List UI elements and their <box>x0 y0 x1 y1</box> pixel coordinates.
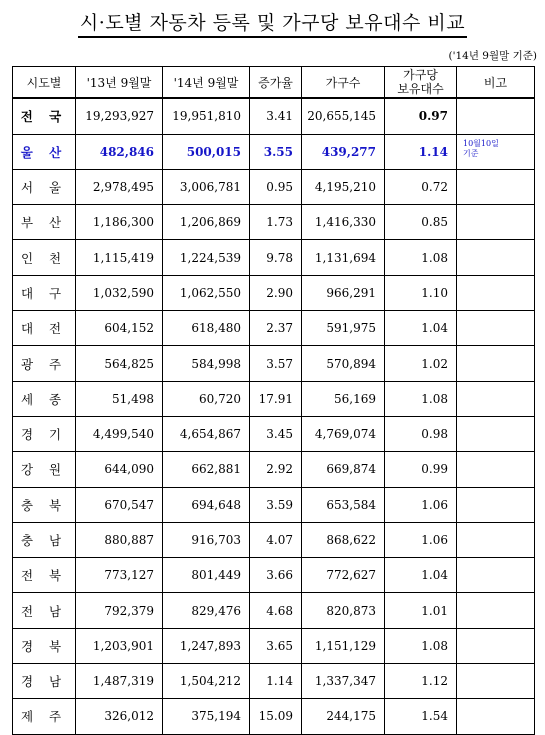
cell-vehicles-per-household: 1.54 <box>385 699 457 734</box>
cell-remarks <box>457 522 535 557</box>
vehicle-registration-table <box>12 66 535 735</box>
header-region: 시도별 <box>13 67 76 99</box>
cell-remarks <box>457 169 535 204</box>
cell-region: 전 국 <box>13 98 76 134</box>
cell-sep-2014: 916,703 <box>163 522 250 557</box>
table-row <box>13 522 535 557</box>
cell-remarks <box>457 487 535 522</box>
cell-sep-2014: 4,654,867 <box>163 416 250 451</box>
cell-sep-2014: 1,206,869 <box>163 205 250 240</box>
cell-growth-rate: 9.78 <box>250 240 302 275</box>
cell-vehicles-per-household: 1.10 <box>385 275 457 310</box>
cell-households: 669,874 <box>302 452 385 487</box>
cell-sep-2014: 662,881 <box>163 452 250 487</box>
cell-sep-2014: 829,476 <box>163 593 250 628</box>
cell-growth-rate: 3.57 <box>250 346 302 381</box>
header-row <box>13 67 535 99</box>
cell-households: 1,131,694 <box>302 240 385 275</box>
table-row <box>13 240 535 275</box>
cell-sep-2013: 670,547 <box>76 487 163 522</box>
cell-sep-2013: 51,498 <box>76 381 163 416</box>
cell-growth-rate: 3.55 <box>250 134 302 169</box>
cell-sep-2014: 1,062,550 <box>163 275 250 310</box>
table-row <box>13 346 535 381</box>
cell-sep-2014: 1,224,539 <box>163 240 250 275</box>
document-title <box>0 8 545 35</box>
table-row <box>13 452 535 487</box>
cell-households: 56,169 <box>302 381 385 416</box>
cell-growth-rate: 17.91 <box>250 381 302 416</box>
table-row <box>13 593 535 628</box>
cell-region: 경 기 <box>13 416 76 451</box>
cell-households: 1,151,129 <box>302 628 385 663</box>
cell-sep-2014: 584,998 <box>163 346 250 381</box>
header-remarks: 비고 <box>457 67 535 99</box>
cell-sep-2013: 19,293,927 <box>76 98 163 134</box>
cell-sep-2013: 604,152 <box>76 311 163 346</box>
cell-remarks <box>457 628 535 663</box>
cell-households: 772,627 <box>302 558 385 593</box>
cell-region: 울 산 <box>13 134 76 169</box>
cell-remarks <box>457 558 535 593</box>
cell-households: 20,655,145 <box>302 98 385 134</box>
header-households: 가구수 <box>302 67 385 99</box>
cell-growth-rate: 4.07 <box>250 522 302 557</box>
table-row <box>13 487 535 522</box>
cell-vehicles-per-household: 0.85 <box>385 205 457 240</box>
cell-households: 1,416,330 <box>302 205 385 240</box>
cell-vehicles-per-household: 0.98 <box>385 416 457 451</box>
cell-growth-rate: 3.45 <box>250 416 302 451</box>
cell-vehicles-per-household: 1.06 <box>385 487 457 522</box>
cell-region: 경 남 <box>13 664 76 699</box>
cell-sep-2014: 694,648 <box>163 487 250 522</box>
cell-sep-2014: 801,449 <box>163 558 250 593</box>
cell-sep-2013: 482,846 <box>76 134 163 169</box>
cell-growth-rate: 1.73 <box>250 205 302 240</box>
cell-remarks: 10월10일 기준 <box>457 134 535 169</box>
cell-sep-2013: 326,012 <box>76 699 163 734</box>
cell-growth-rate: 3.41 <box>250 98 302 134</box>
cell-growth-rate: 2.37 <box>250 311 302 346</box>
table-row <box>13 205 535 240</box>
cell-remarks <box>457 311 535 346</box>
cell-region: 서 울 <box>13 169 76 204</box>
table-row <box>13 98 535 134</box>
table-row <box>13 628 535 663</box>
cell-remarks <box>457 98 535 134</box>
cell-sep-2013: 792,379 <box>76 593 163 628</box>
cell-region: 전 북 <box>13 558 76 593</box>
cell-remarks <box>457 416 535 451</box>
cell-region: 전 남 <box>13 593 76 628</box>
cell-region: 강 원 <box>13 452 76 487</box>
cell-sep-2013: 773,127 <box>76 558 163 593</box>
cell-region: 제 주 <box>13 699 76 734</box>
cell-region: 광 주 <box>13 346 76 381</box>
cell-remarks <box>457 664 535 699</box>
cell-sep-2013: 644,090 <box>76 452 163 487</box>
cell-sep-2014: 618,480 <box>163 311 250 346</box>
cell-region: 충 남 <box>13 522 76 557</box>
cell-growth-rate: 0.95 <box>250 169 302 204</box>
title-text: 시·도별 자동차 등록 및 가구당 보유대수 비교 <box>78 12 467 38</box>
cell-vehicles-per-household: 1.08 <box>385 381 457 416</box>
cell-region: 부 산 <box>13 205 76 240</box>
cell-households: 966,291 <box>302 275 385 310</box>
table-row <box>13 664 535 699</box>
cell-households: 4,769,074 <box>302 416 385 451</box>
cell-growth-rate: 4.68 <box>250 593 302 628</box>
cell-region: 충 북 <box>13 487 76 522</box>
cell-sep-2013: 4,499,540 <box>76 416 163 451</box>
table-row <box>13 311 535 346</box>
cell-growth-rate: 3.66 <box>250 558 302 593</box>
header-sep-2013: '13년 9월말 <box>76 67 163 99</box>
cell-vehicles-per-household: 0.97 <box>385 98 457 134</box>
cell-vehicles-per-household: 1.08 <box>385 240 457 275</box>
cell-sep-2013: 880,887 <box>76 522 163 557</box>
cell-growth-rate: 3.59 <box>250 487 302 522</box>
table-row <box>13 169 535 204</box>
cell-remarks <box>457 205 535 240</box>
cell-sep-2014: 500,015 <box>163 134 250 169</box>
cell-remarks <box>457 346 535 381</box>
table-row <box>13 275 535 310</box>
cell-sep-2014: 60,720 <box>163 381 250 416</box>
cell-vehicles-per-household: 1.04 <box>385 311 457 346</box>
cell-remarks <box>457 452 535 487</box>
cell-sep-2014: 375,194 <box>163 699 250 734</box>
cell-households: 653,584 <box>302 487 385 522</box>
table-row <box>13 558 535 593</box>
cell-sep-2013: 2,978,495 <box>76 169 163 204</box>
cell-growth-rate: 2.90 <box>250 275 302 310</box>
table-row <box>13 134 535 169</box>
cell-remarks <box>457 699 535 734</box>
cell-remarks <box>457 275 535 310</box>
header-sep-2014: '14년 9월말 <box>163 67 250 99</box>
cell-sep-2014: 1,247,893 <box>163 628 250 663</box>
table-row <box>13 416 535 451</box>
cell-growth-rate: 3.65 <box>250 628 302 663</box>
cell-households: 4,195,210 <box>302 169 385 204</box>
cell-remarks <box>457 240 535 275</box>
reference-date-note: ('14년 9월말 기준) <box>448 50 537 62</box>
cell-growth-rate: 1.14 <box>250 664 302 699</box>
cell-region: 세 종 <box>13 381 76 416</box>
cell-vehicles-per-household: 1.12 <box>385 664 457 699</box>
cell-sep-2014: 3,006,781 <box>163 169 250 204</box>
cell-vehicles-per-household: 0.99 <box>385 452 457 487</box>
cell-sep-2013: 564,825 <box>76 346 163 381</box>
cell-vehicles-per-household: 0.72 <box>385 169 457 204</box>
cell-region: 대 구 <box>13 275 76 310</box>
cell-households: 244,175 <box>302 699 385 734</box>
cell-sep-2013: 1,032,590 <box>76 275 163 310</box>
cell-households: 1,337,347 <box>302 664 385 699</box>
cell-households: 820,873 <box>302 593 385 628</box>
cell-sep-2014: 19,951,810 <box>163 98 250 134</box>
cell-households: 439,277 <box>302 134 385 169</box>
table-row <box>13 699 535 734</box>
cell-sep-2013: 1,186,300 <box>76 205 163 240</box>
cell-vehicles-per-household: 1.01 <box>385 593 457 628</box>
header-vehicles-per-household: 가구당 보유대수 <box>385 67 457 99</box>
cell-region: 인 천 <box>13 240 76 275</box>
cell-remarks <box>457 381 535 416</box>
cell-sep-2013: 1,203,901 <box>76 628 163 663</box>
cell-households: 868,622 <box>302 522 385 557</box>
header-growth-rate: 증가율 <box>250 67 302 99</box>
cell-vehicles-per-household: 1.14 <box>385 134 457 169</box>
cell-region: 경 북 <box>13 628 76 663</box>
cell-vehicles-per-household: 1.06 <box>385 522 457 557</box>
cell-sep-2014: 1,504,212 <box>163 664 250 699</box>
table-row <box>13 381 535 416</box>
cell-region: 대 전 <box>13 311 76 346</box>
cell-growth-rate: 15.09 <box>250 699 302 734</box>
cell-sep-2013: 1,487,319 <box>76 664 163 699</box>
cell-households: 570,894 <box>302 346 385 381</box>
cell-growth-rate: 2.92 <box>250 452 302 487</box>
cell-households: 591,975 <box>302 311 385 346</box>
cell-remarks <box>457 593 535 628</box>
cell-vehicles-per-household: 1.02 <box>385 346 457 381</box>
cell-vehicles-per-household: 1.08 <box>385 628 457 663</box>
cell-sep-2013: 1,115,419 <box>76 240 163 275</box>
cell-vehicles-per-household: 1.04 <box>385 558 457 593</box>
